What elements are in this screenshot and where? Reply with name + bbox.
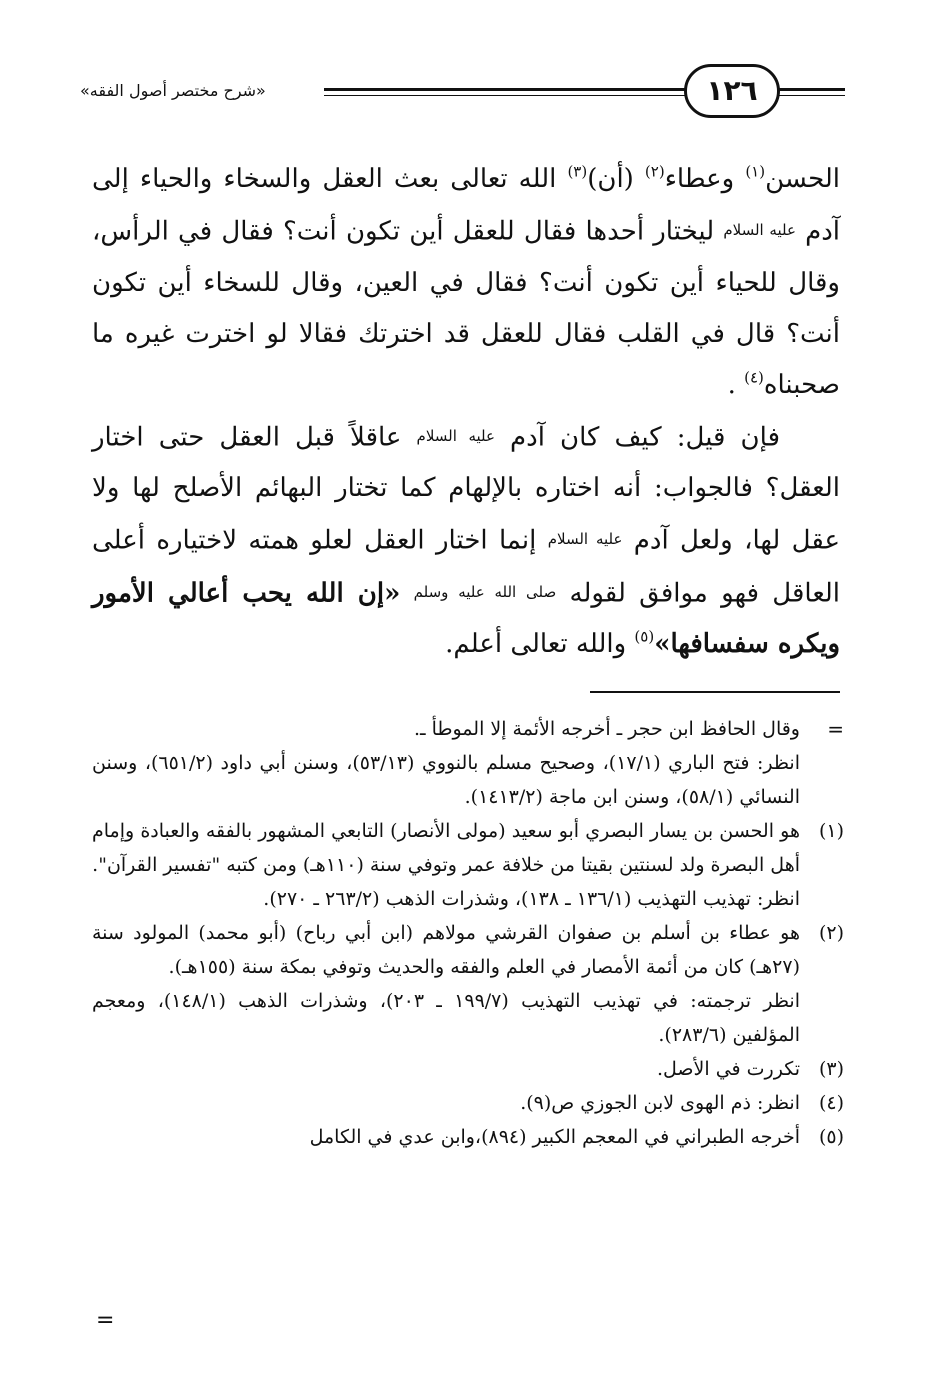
paragraph-2 bbox=[92, 411, 840, 671]
footnote-ref-5[interactable]: (٥) bbox=[634, 627, 655, 646]
footnote-4 bbox=[92, 1086, 844, 1120]
text-run: الحسن bbox=[765, 164, 841, 194]
page-number: ١٢٦ bbox=[706, 74, 758, 107]
text-run: (أن) bbox=[587, 164, 645, 194]
footnote-marker: (٢) bbox=[818, 922, 844, 944]
footnote-text: هو عطاء بن أسلم بن صفوان القرشي مولاهم (ابن أبي رباح) (أبو محمد) المولود سنة (٢٧هـ) كان من أئمة الأمصار في العلم والفقه والحديث وتوفي بمكة سنة (١٥٥هـ). bbox=[92, 922, 800, 978]
header-rule bbox=[324, 95, 694, 96]
footnote-5 bbox=[92, 1120, 844, 1154]
continuation-marker: = bbox=[827, 717, 844, 741]
footnote-marker: (٥) bbox=[818, 1126, 844, 1148]
main-text bbox=[92, 154, 840, 670]
honorific-glyph: صلى الله عليه وسلم bbox=[413, 582, 557, 601]
text-run: الله تعالى بعث العقل والسخاء والحياء إلى آدم bbox=[92, 164, 841, 247]
footnote-3 bbox=[92, 1052, 844, 1086]
footnote-1 bbox=[92, 814, 844, 916]
header-rule bbox=[773, 88, 845, 91]
hadith-quote: «إن الله يحب أعالي الأمور ويكره سفسافها» bbox=[92, 578, 840, 659]
footnote-text: أخرجه الطبراني في المعجم الكبير (٨٩٤)،وابن عدي في الكامل bbox=[309, 1126, 800, 1148]
footnote-reference: انظر ترجمته: في تهذيب التهذيب (١٩٩/٧ ـ ٢٠٣)، وشذرات الذهب (١٤٨/١)، ومعجم المؤلفين (٢٨٣/٦). bbox=[92, 990, 800, 1046]
honorific-glyph: عليه السلام bbox=[547, 530, 623, 548]
paragraph-1 bbox=[92, 154, 840, 411]
text-run: عاقلاً قبل العقل حتى اختار العقل؟ فالجواب: أنه اختاره بالإلهام كما تختار البهائم الأصلح لها ولا عقل لها، ولعل آدم bbox=[92, 422, 841, 556]
text-run: والله تعالى أعلم. bbox=[445, 629, 635, 659]
text-run: إنما اختار العقل لعلو همته لاختياره أعلى العاقل فهو موافق لقوله bbox=[92, 525, 841, 608]
text-run: ليختار أحدها فقال للعقل أين تكون أنت؟ فقال في الرأس، وقال للحياء أين تكون أنت؟ فقال في العين، وقال للسخاء أين تكون أنت؟ قال في القلب فقال للعقل قد اخترتك فقالا لو اخترت غيره ما صحبناه bbox=[92, 216, 840, 400]
footnote-continuation bbox=[92, 712, 844, 814]
footnote-marker: (٤) bbox=[818, 1092, 844, 1114]
footnote-ref-1[interactable]: (١) bbox=[745, 162, 766, 181]
text-run: وعطاء bbox=[664, 164, 746, 194]
honorific-glyph: عليه السلام bbox=[723, 221, 796, 239]
footnotes bbox=[92, 712, 844, 1154]
footnote-marker: (٣) bbox=[818, 1058, 844, 1080]
text-run: . bbox=[727, 369, 745, 400]
footnote-text: تكررت في الأصل. bbox=[656, 1058, 800, 1080]
footnote-text: انظر: فتح الباري (١٧/١)، وصحيح مسلم بالنووي (٥٣/١٣)، وسنن أبي داود (٦٥١/٢)، وسنن النسائي (٥٨/١)، وسنن ابن ماجة (١٤١٣/٢). bbox=[92, 752, 800, 808]
text-run bbox=[400, 578, 413, 608]
footnote-text: وقال الحافظ ابن حجر ـ أخرجه الأئمة إلا الموطأ ـ. bbox=[413, 718, 800, 740]
continuation-marker: = bbox=[96, 1308, 115, 1333]
page-header bbox=[80, 64, 845, 124]
footnote-2 bbox=[92, 916, 844, 1052]
honorific-glyph: عليه السلام bbox=[416, 426, 495, 445]
footnote-ref-3[interactable]: (٣) bbox=[567, 162, 588, 181]
running-title: «شرح مختصر أصول الفقه» bbox=[80, 81, 266, 100]
footnote-text: انظر: ذم الهوى لابن الجوزي ص(٩). bbox=[520, 1092, 800, 1114]
footnote-separator bbox=[590, 691, 840, 693]
footnote-ref-4[interactable]: (٤) bbox=[744, 368, 764, 386]
footnote-reference: انظر: تهذيب التهذيب (١٣٦/١ ـ ١٣٨)، وشذرات الذهب (٢٦٣/٢ ـ ٢٧٠). bbox=[263, 888, 800, 910]
footnote-text: هو الحسن بن يسار البصري أبو سعيد (مولى الأنصار) التابعي المشهور بالفقه والعبادة وإمام أهل البصرة ولد لسنتين بقيتا من خلافة عمر وتوفي سنة (١١٠هـ) ومن كتبه "تفسير القرآن". bbox=[92, 820, 800, 876]
page-number-frame bbox=[684, 64, 780, 118]
text-run: فإن قيل: كيف كان آدم bbox=[494, 422, 781, 452]
footnote-ref-2[interactable]: (٢) bbox=[644, 162, 665, 181]
footnote-marker: (١) bbox=[818, 820, 844, 842]
header-rule bbox=[773, 95, 845, 96]
header-rule bbox=[324, 88, 694, 91]
